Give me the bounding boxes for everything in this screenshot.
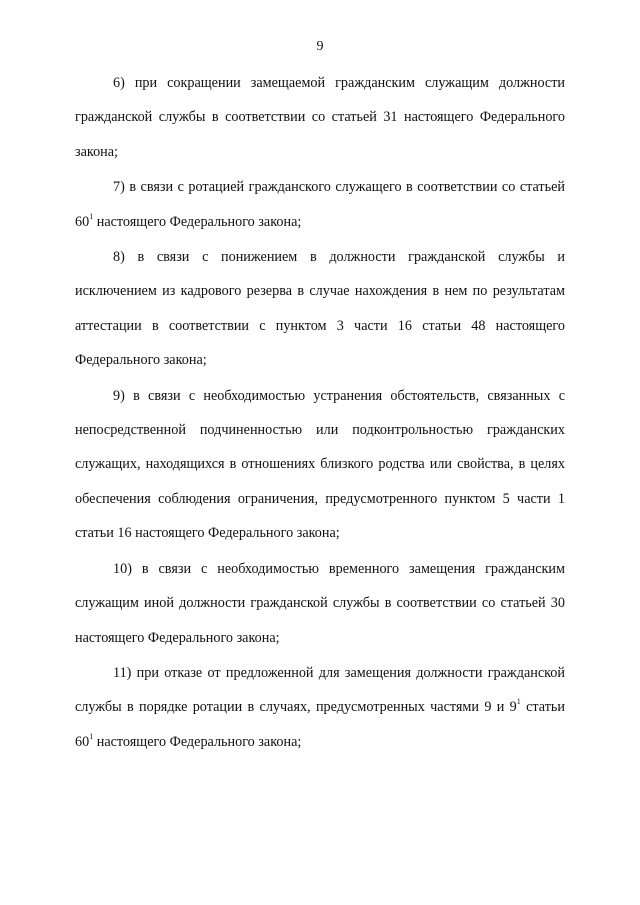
superscript-index: 1 xyxy=(516,697,521,707)
paragraph-item-9: 9) в связи с необходимостью устранения обстоятельств, связанных с непосредственной подчиненностью или подконтрольностью гражданских служащих, находящихся в отношениях близкого родства или свойства, в целях обеспечения соблюдения ограничения, предусмотренного пунктом 5 части 1 статьи 16 настоящего Федерального закона; xyxy=(75,387,565,542)
superscript-index: 1 xyxy=(89,731,94,741)
superscript-index: 1 xyxy=(89,211,94,221)
paragraph-item-6: 6) при сокращении замещаемой гражданским служащим должности гражданской службы в соответствии со статьей 31 настоящего Федерального закона; xyxy=(75,75,565,160)
document-body xyxy=(75,66,565,760)
paragraph-text: статьи 60 xyxy=(75,699,565,750)
paragraph-text: настоящего Федерального закона; xyxy=(93,213,302,230)
page-number: 9 xyxy=(316,39,324,54)
paragraph-text: настоящего Федерального закона; xyxy=(93,733,302,750)
paragraph-text: 7) в связи с ротацией гражданского служащего в соответствии со статьей 60 xyxy=(75,179,565,230)
paragraph-item-7 xyxy=(75,170,565,239)
paragraph-text: 11) при отказе от предложенной для замещения должности гражданской службы в порядке ротации в случаях, предусмотренных частями 9 и 9 xyxy=(75,664,565,716)
paragraph-item-8: 8) в связи с понижением в должности гражданской службы и исключением из кадрового резерва в случае нахождения в нем по результатам аттестации в соответствии с пунктом 3 части 16 статьи 48 настоящего Федерального закона; xyxy=(75,249,565,369)
paragraph-item-10: 10) в связи с необходимостью временного замещения гражданским служащим иной должности гражданской службы в соответствии со статьей 30 настоящего Федерального закона; xyxy=(75,560,565,646)
paragraph-item-11 xyxy=(75,656,565,759)
